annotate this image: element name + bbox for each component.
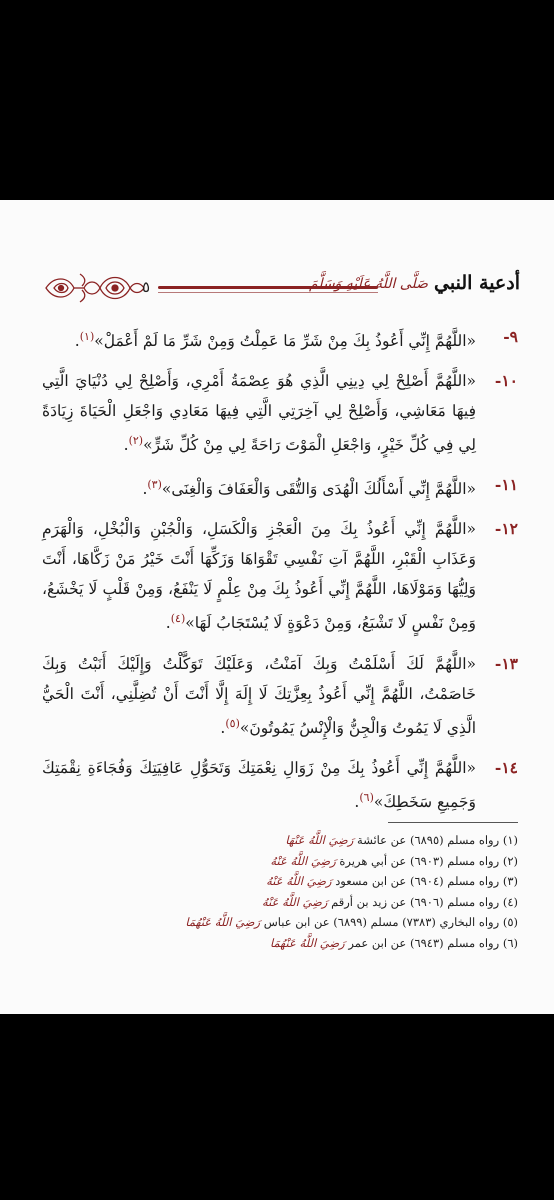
- dua-item: [42, 514, 518, 638]
- bottom-black-bar: [0, 1014, 554, 1200]
- honorific-ra: رَضِيَ اللَّهُ عَنْهُمَا: [185, 915, 261, 929]
- footnote-item: (٥) رواه البخاري (٧٣٨٣) مسلم (٦٨٩٩) عن ابن عباس رَضِيَ اللَّهُ عَنْهُمَا: [185, 915, 518, 929]
- footnote-item: (٦) رواه مسلم (٦٩٤٣) عن ابن عمر رَضِيَ اللَّهُ عَنْهُمَا: [270, 935, 518, 950]
- dua-number: ١٠-: [494, 371, 518, 391]
- honorific-ra: رَضِيَ اللَّهُ عَنْهُمَا: [270, 935, 345, 950]
- honorific-ra: رَضِيَ اللَّهُ عَنْهُ: [262, 894, 328, 909]
- page-number: ٥: [141, 278, 151, 296]
- dua-text: «اللَّهُمَّ إِنِّي أَعُوذُ بِكَ مِنْ زَوَالِ نِعْمَتِكَ وَتَحَوُّلِ عَافِيَتِكَ وَفُجَاءَةِ نِقْمَتِكَ وَجَمِيعِ سَخَطِكَ»$^{(٦)}$.: [42, 758, 476, 811]
- dua-number: ١١-: [494, 475, 518, 495]
- honorific-ra: رَضِيَ اللَّهُ عَنْهُ: [270, 853, 336, 868]
- page-header: [40, 268, 520, 308]
- footnote-item: (٣) رواه مسلم (٦٩٠٤) عن ابن مسعود رَضِيَ اللَّهُ عَنْهُ: [266, 874, 518, 888]
- footnote-item: (١) رواه مسلم (٦٨٩٥) عن عائشة رَضِيَ اللَّهُ عَنْهَا: [285, 833, 518, 847]
- dua-text: «اللَّهُمَّ أَصْلِحْ لِي دِينِي الَّذِي هُوَ عِصْمَةُ أَمْرِي، وَأَصْلِحْ لِي دُنْيَايَ الَّتِي فِيهَا مَعَاشِي، وَأَصْلِحْ لِي آخِرَتِي الَّتِي فِيهَا مَعَادِي وَاجْعَلِ الْحَيَاةَ زِيَادَةً لِي فِي كُلِّ خَيْرٍ، وَاجْعَلِ الْمَوْتَ رَاحَةً لِي مِنْ كُلِّ شَرٍّ»$^{(٢)}$.: [42, 372, 476, 455]
- dua-item: [42, 322, 518, 356]
- honorific-ra: رَضِيَ اللَّهُ عَنْهَا: [285, 833, 354, 847]
- honorific-ra: رَضِيَ اللَّهُ عَنْهُ: [266, 874, 332, 888]
- dua-text: «اللَّهُمَّ لَكَ أَسْلَمْتُ وَبِكَ آمَنْتُ، وَعَلَيْكَ تَوَكَّلْتُ وَإِلَيْكَ أَنَبْتُ وَبِكَ خَاصَمْتُ، اللَّهُمَّ إِنِّي أَعُوذُ بِعِزَّتِكَ لَا إِلَهَ إِلَّا أَنْتَ أَنْ تُضِلَّنِي، أَنْتَ الْحَيُّ الَّذِي لَا يَمُوتُ وَالْجِنُّ وَالْإِنْسُ يَمُوتُونَ»$^{(٥)}$.: [42, 654, 476, 737]
- dua-number: ١٤-: [494, 757, 518, 777]
- honorific-calligraphy: صَلَّى اللَّهُ عَلَيْهِ وَسَلَّمَ: [309, 276, 428, 292]
- dua-text: «اللَّهُمَّ إِنِّي أَعُوذُ بِكَ مِنَ الْعَجْزِ وَالْكَسَلِ، وَالْجُبْنِ وَالْبُخْلِ، وَالْهَرَمِ وَعَذَابِ الْقَبْرِ، اللَّهُمَّ آتِ نَفْسِي تَقْوَاهَا وَزَكِّهَا أَنْتَ خَيْرُ مَنْ زَكَّاهَا، أَنْتَ وَلِيُّهَا وَمَوْلَاهَا، اللَّهُمَّ إِنِّي أَعُوذُ بِكَ مِنْ عِلْمٍ لَا يَنْفَعُ، وَمِنْ قَلْبٍ لَا يَخْشَعُ، وَمِنْ نَفْسٍ لَا تَشْبَعُ، وَمِنْ دَعْوَةٍ لَا يُسْتَجَابُ لَهَا»$^{(٤)}$.: [42, 520, 476, 633]
- footnote-ref[interactable]: (١): [79, 330, 95, 343]
- footnote-item: (٤) رواه مسلم (٦٩٠٦) عن زيد بن أرقم رَضِيَ اللَّهُ عَنْهُ: [262, 894, 518, 909]
- footnote-ref[interactable]: (٤): [170, 612, 186, 626]
- dua-number: ١٣-: [494, 653, 518, 673]
- header-rule-thin: [158, 292, 378, 293]
- dua-item: [42, 366, 518, 460]
- dua-item: [42, 753, 518, 817]
- dua-item: [42, 649, 518, 743]
- footnote-ref[interactable]: (٥): [225, 716, 240, 730]
- top-black-bar: [0, 0, 554, 200]
- dua-number: ١٢-: [494, 519, 518, 539]
- footnote-ref[interactable]: (٣): [147, 478, 162, 492]
- dua-item: [42, 470, 518, 504]
- book-page: [0, 200, 554, 1014]
- footnote-divider: [388, 822, 518, 823]
- page-title: أدعية النبي: [434, 272, 520, 294]
- footnote-ref[interactable]: (٦): [359, 790, 374, 804]
- footnotes: [42, 830, 518, 953]
- dua-number: ٩-: [503, 327, 518, 346]
- dua-text: «اللَّهُمَّ إِنِّي أَسْأَلُكَ الْهُدَى وَالتُّقَى وَالْعَفَافَ وَالْغِنَى»$^{(٣)}$.: [142, 478, 476, 499]
- dua-list: [42, 322, 518, 827]
- dua-text: «اللَّهُمَّ إِنِّي أَعُوذُ بِكَ مِنْ شَرِّ مَا عَمِلْتُ وَمِنْ شَرِّ مَا لَمْ أَعْمَلْ»$^{(١)}$.: [74, 330, 476, 351]
- footnote-ref[interactable]: (٢): [128, 434, 144, 448]
- footnote-item: (٢) رواه مسلم (٦٩٠٣) عن أبي هريرة رَضِيَ اللَّهُ عَنْهُ: [270, 853, 518, 868]
